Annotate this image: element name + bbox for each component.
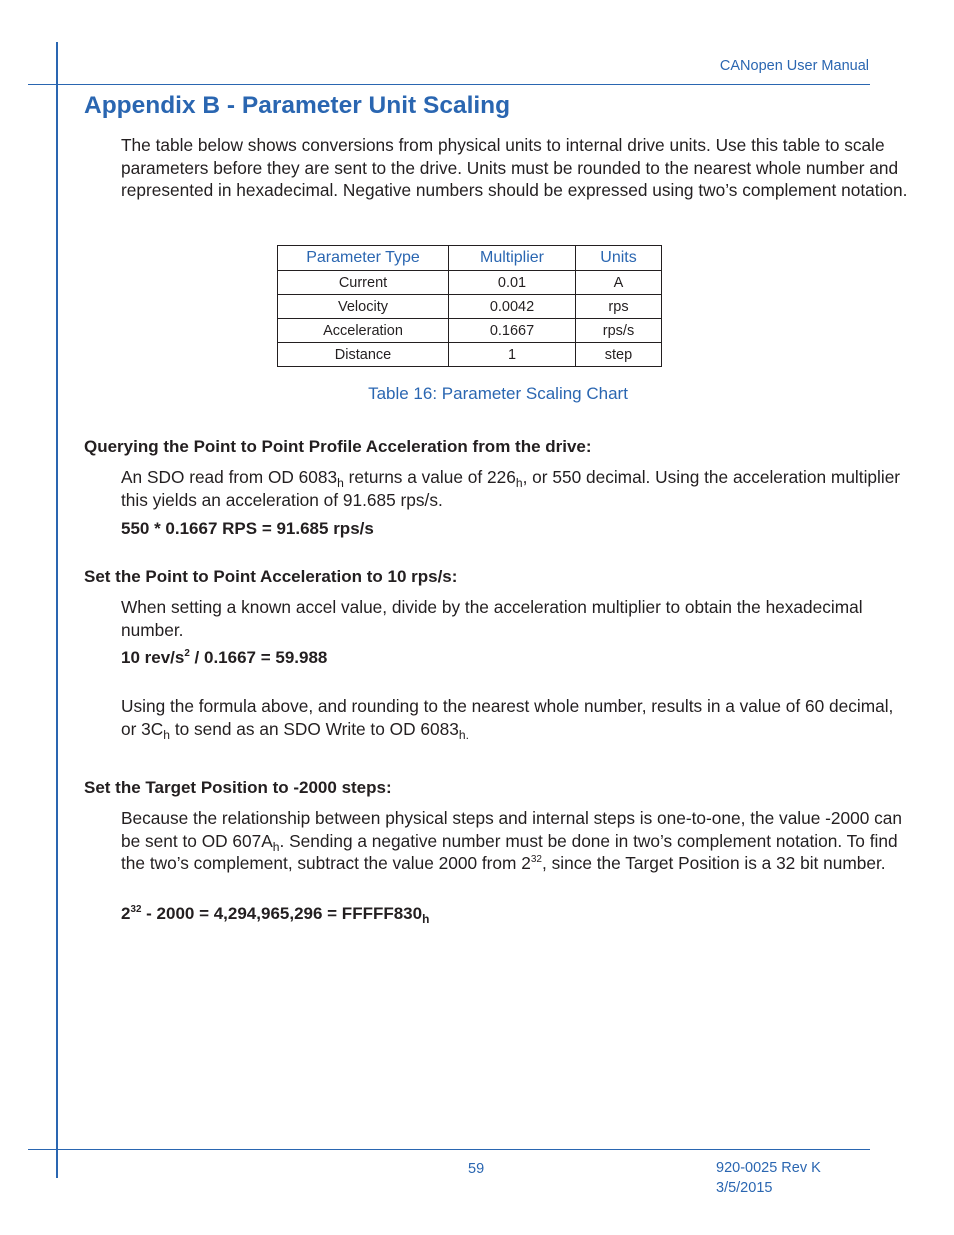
- header-rule: [28, 84, 870, 85]
- page-number: 59: [468, 1161, 485, 1177]
- table-caption: Table 16: Parameter Scaling Chart: [368, 384, 628, 403]
- formula-part: - 2000 = 4,294,965,296 = FFFFF830: [141, 904, 423, 923]
- section-heading-target-position: Set the Target Position to -2000 steps:: [84, 778, 392, 797]
- column-header: Multiplier: [449, 246, 576, 271]
- text-run: Because the relationship between physical steps and internal steps is one-to-one, the value -2000 can be sent to OD 607A: [121, 808, 903, 851]
- text-run: returns a value of 226: [343, 467, 516, 487]
- parameter-scaling-table: [277, 245, 662, 367]
- text-run: Using the formula above, and rounding to the nearest whole number, results in a value of 60 decimal, or 3C: [121, 696, 894, 739]
- formula-part: 2: [121, 904, 131, 923]
- hex-subscript: h: [337, 476, 344, 490]
- table-cell: A: [576, 271, 662, 295]
- text-run: to send as an SDO Write to OD 6083: [170, 718, 459, 739]
- running-header: CANopen User Manual: [719, 58, 869, 74]
- table-cell: rps: [576, 295, 662, 319]
- page-title: Appendix B - Parameter Unit Scaling: [84, 92, 511, 119]
- section-paragraph: [84, 807, 911, 875]
- text-run: An SDO read from OD 6083: [121, 467, 338, 487]
- table-cell: rps/s: [576, 319, 662, 343]
- table-row: [278, 343, 662, 367]
- section-paragraph: [84, 466, 911, 511]
- formula: 550 * 0.1667 RPS = 91.685 rps/s: [121, 519, 374, 538]
- exponent: 32: [530, 854, 542, 865]
- formula-part: / 0.1667 = 59.988: [189, 648, 328, 667]
- hex-subscript: h: [422, 912, 430, 926]
- text-run: , or 550 decimal. Using the acceleration multiplier this yields an acceleration of 91.685 rps/s.: [121, 467, 901, 510]
- table-cell: 1: [449, 343, 576, 367]
- column-header: Units: [576, 246, 662, 271]
- section-heading-set-accel: Set the Point to Point Acceleration to 10 rps/s:: [84, 567, 458, 586]
- doc-date: 3/5/2015: [716, 1180, 773, 1196]
- text-run: . Sending a negative number must be done in two’s complement notation. To find the two’s complement, subtract the value 2000 from 2: [121, 830, 898, 873]
- table-row: [278, 319, 662, 343]
- table-cell: Velocity: [278, 295, 449, 319]
- table-cell: step: [576, 343, 662, 367]
- hex-subscript: h: [163, 727, 171, 742]
- document-info: [716, 1158, 821, 1198]
- table-row: [278, 271, 662, 295]
- column-header: Parameter Type: [278, 246, 449, 271]
- section-paragraph: [84, 695, 911, 740]
- exponent: 2: [184, 648, 190, 659]
- text-run: , since the Target Position is a 32 bit number.: [542, 853, 886, 873]
- hex-subscript: h: [515, 476, 523, 490]
- table-cell: 0.01: [449, 271, 576, 295]
- hex-subscript: h: [272, 839, 280, 854]
- formula: [121, 648, 327, 668]
- left-margin-rule: [56, 42, 58, 1178]
- section-heading-query-accel: Querying the Point to Point Profile Acceleration from the drive:: [84, 437, 592, 456]
- hex-subscript: h.: [458, 727, 469, 742]
- formula-part: 10 rev/s: [121, 648, 185, 667]
- formula: [121, 904, 429, 924]
- table-header-row: [278, 246, 662, 271]
- footer-rule: [28, 1149, 870, 1150]
- intro-paragraph: The table below shows conversions from physical units to internal drive units. Use this table to scale parameters before they are sent to the drive. Units must be rounded to the nearest whole number and represented in hexadecimal. Negative numbers should be expressed using two’s complement notation.: [121, 135, 908, 200]
- table-cell: 0.0042: [449, 295, 576, 319]
- doc-number: 920-0025 Rev K: [716, 1160, 821, 1176]
- table-cell: Current: [278, 271, 449, 295]
- exponent: 32: [130, 904, 142, 915]
- table-cell: Distance: [278, 343, 449, 367]
- table-cell: 0.1667: [449, 319, 576, 343]
- section-paragraph: When setting a known accel value, divide by the acceleration multiplier to obtain the hexadecimal number.: [121, 597, 863, 640]
- table-row: [278, 295, 662, 319]
- table-cell: Acceleration: [278, 319, 449, 343]
